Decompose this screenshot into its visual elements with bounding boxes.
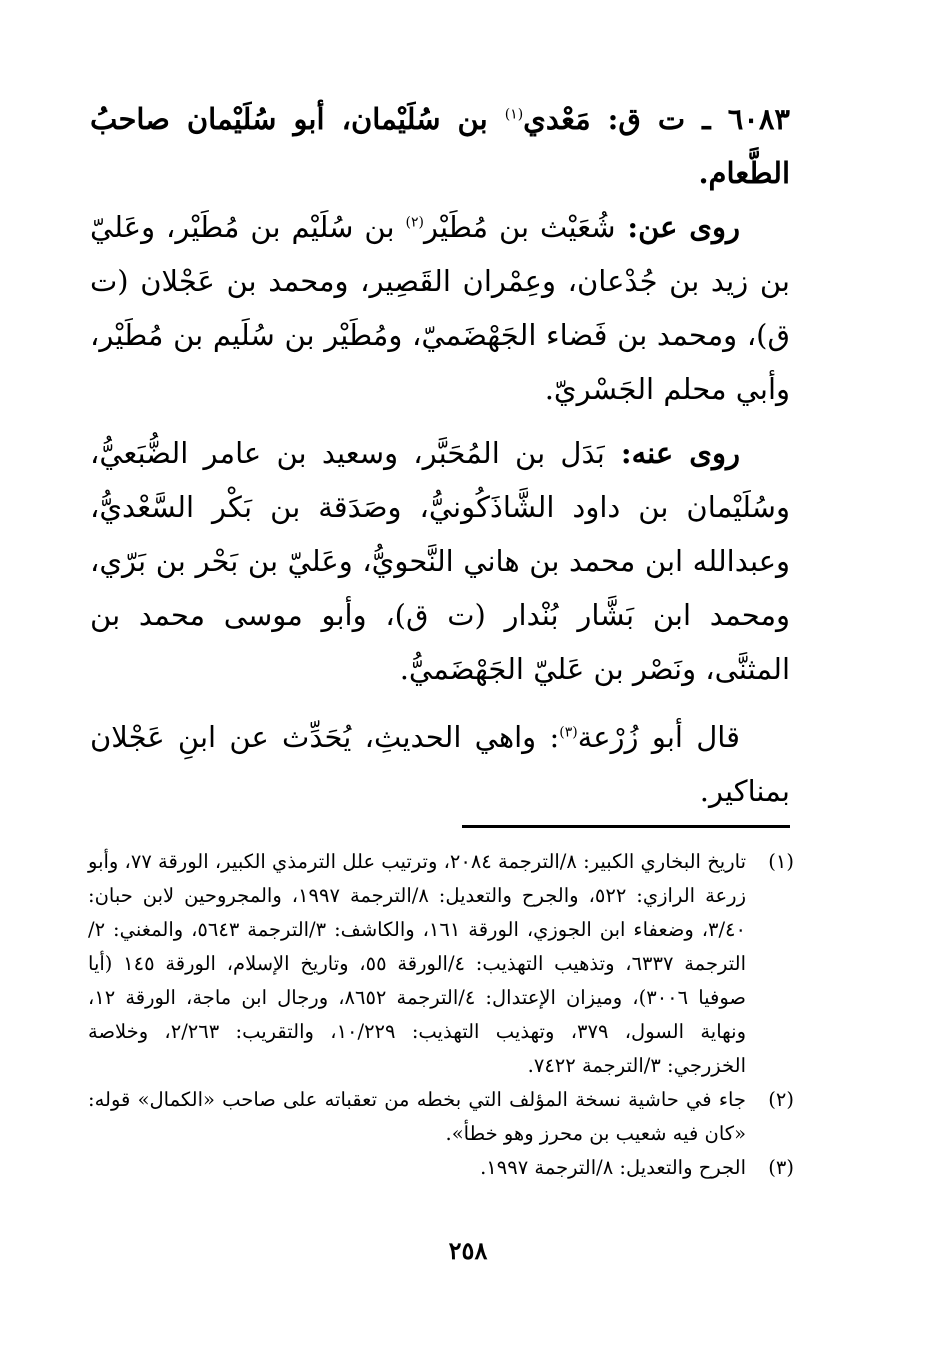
entry-name: بن سُلَيْمان، أبو سُلَيْمان صاحبُ الطَّعام. bbox=[90, 102, 790, 190]
footnote-number: (٣) bbox=[768, 1156, 794, 1179]
quote-part1: قال أبو زُرْعة bbox=[577, 720, 740, 754]
footnote-text: الجرح والتعديل: ٨/الترجمة ١٩٩٧. bbox=[480, 1156, 746, 1179]
footnote-ref-2: (٢) bbox=[405, 214, 424, 231]
narrated-by-paragraph bbox=[90, 426, 790, 696]
narrated-from-paragraph bbox=[90, 200, 790, 416]
footnote-text: تاريخ البخاري الكبير: ٨/الترجمة ٢٠٨٤، وترتيب علل الترمذي الكبير، الورقة ٧٧، وأبو زرعة الرازي: ٥٢٢، والجرح والتعديل: ٨/الترجمة ١٩٩٧، والمجروحين لابن حبان: ٣/٤٠، وضعفاء ابن الجوزي، الورقة ١٦١، والكاشف: ٣/الترجمة ٥٦٤٣، والمغني: ٢/الترجمة ٦٣٣٧، وتذهيب التهذيب: ٤/الورقة ٥٥، وتاريخ الإسلام، الورقة ١٤٥ (أيا صوفيا ٣٠٠٦)، وميزان الإعتدال: ٤/الترجمة ٨٦٥٢، ورجال ابن ماجة، الورقة ١٢، ونهاية السول، ٣٧٩، وتهذيب التهذيب: ١٠/٢٢٩، والتقريب: ٢/٢٦٣، وخلاصة الخزرجي: ٣/الترجمة ٧٤٢٢. bbox=[88, 850, 747, 1077]
main-text bbox=[90, 92, 790, 818]
footnote-1 bbox=[88, 845, 794, 1083]
footnote-2 bbox=[88, 1083, 794, 1151]
narrated-from-part2: بن سُلَيْم بن مُطَيْر، وعَليّ بن زيد بن جُدْعان، وعِمْران القَصِير، ومحمد بن عَجْلان (ت ق)، ومحمد بن فَضاء الجَهْضَميّ، ومُطَيْر بن سُلَيم بن مُطَيْر، وأبي محلم الجَسْريّ. bbox=[90, 210, 790, 406]
page-number: ٢٥٨ bbox=[448, 1236, 488, 1265]
narrated-by-text: بَدَل بن المُحَبَّر، وسعيد بن عامر الضُّبَعيُّ، وسُلَيْمان بن داود الشَّاذَكُونيُّ، وصَدَقة بن بَكْر السَّعْديُّ، وعبدالله ابن محمد بن هاني النَّحويُّ، وعَليّ بن بَحْر بن بَرّي، ومحمد ابن بَشَّار بُنْدار (ت ق)، وأبو موسى محمد بن المثنَّى، ونَصْر بن عَليّ الجَهْضَميُّ. bbox=[90, 436, 790, 686]
narrated-by-label: روى عنه: bbox=[604, 436, 740, 470]
quote-paragraph bbox=[90, 710, 790, 818]
narrated-from-label: روى عن: bbox=[615, 210, 740, 244]
quote-part2: : واهي الحديثِ، يُحَدِّث عن ابنِ عَجْلان بمناكير. bbox=[90, 720, 790, 808]
footnote-text: جاء في حاشية نسخة المؤلف التي بخطه من تعقباته على صاحب «الكمال» قوله: «كان فيه شعيب بن محرز وهو خطأ». bbox=[88, 1088, 746, 1145]
entry-heading bbox=[90, 92, 790, 200]
footnote-separator bbox=[462, 825, 790, 828]
entry-number: ٦٠٨٣ ـ ت ق: مَعْدي bbox=[523, 102, 790, 136]
footnote-number: (١) bbox=[768, 850, 794, 873]
narrated-from-part1: شُعَيْث بن مُطَيْر bbox=[423, 210, 616, 244]
footnote-number: (٢) bbox=[768, 1088, 794, 1111]
footnote-ref-1: (١) bbox=[504, 106, 524, 123]
footnote-ref-3: (٣) bbox=[559, 724, 578, 741]
footnote-3 bbox=[88, 1151, 794, 1185]
footnotes bbox=[88, 845, 794, 1185]
